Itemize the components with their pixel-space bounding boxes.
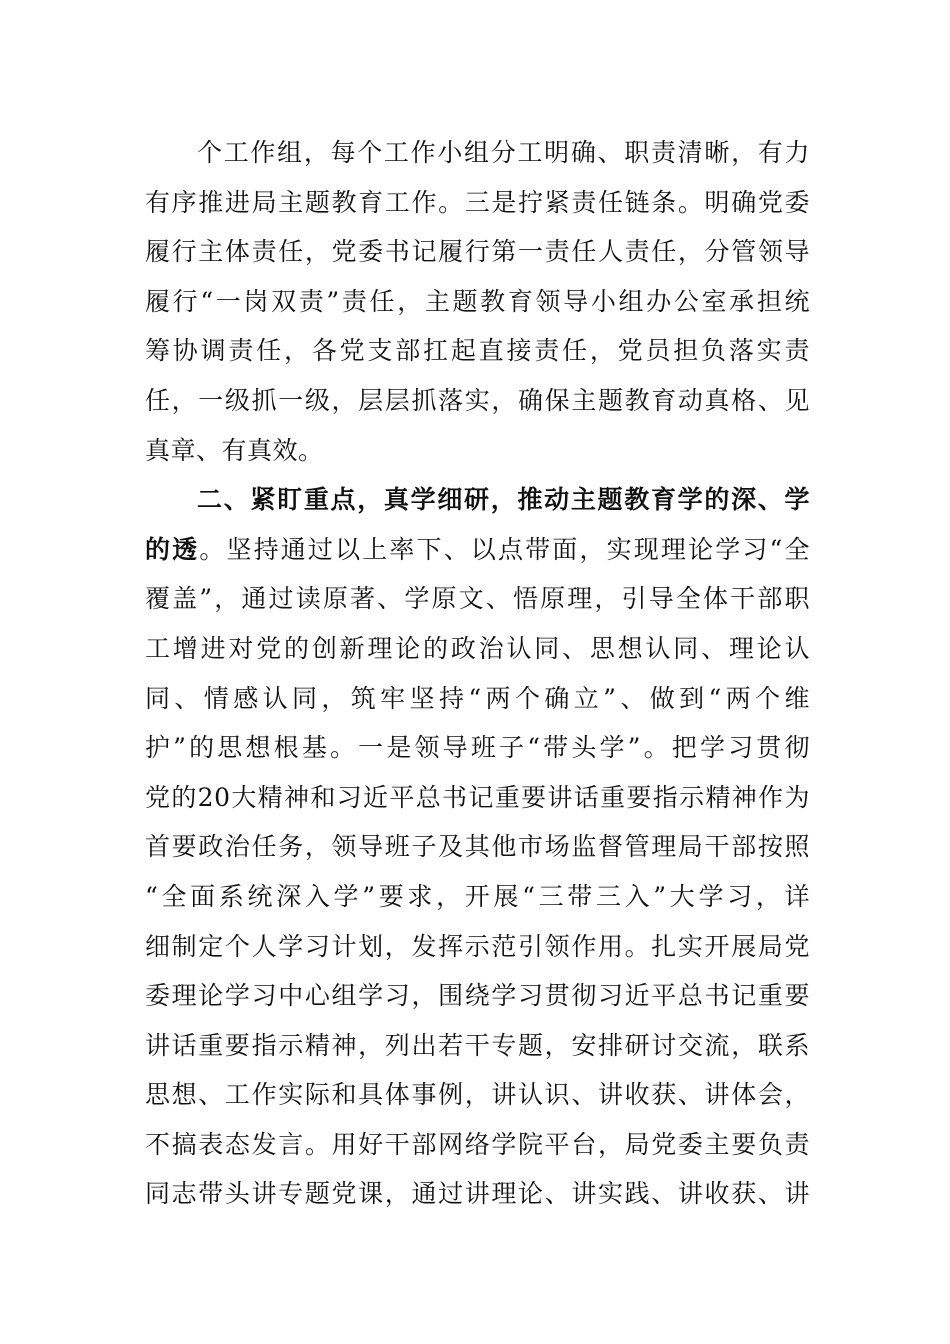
- section-heading-end: 的透: [145, 534, 200, 564]
- text-line: 党的20大精神和习近平总书记重要讲话重要指示精神作为: [145, 782, 810, 812]
- text-line: 首要政治任务，领导班子及其他市场监督管理局干部按照: [145, 832, 810, 862]
- text-line: 护”的思想根基。一是领导班子“带头学”。把学习贯彻: [145, 733, 810, 763]
- text-line: 履行“一岗双责”责任，主题教育领导小组办公室承担统: [145, 286, 810, 316]
- text-line: 思想、工作实际和具体事例，讲认识、讲收获、讲体会，: [145, 1080, 810, 1110]
- text-line: 同、情感认同，筑牢坚持“两个确立”、做到“两个维: [145, 683, 810, 713]
- section-heading: 二、紧盯重点，真学细研，推动主题教育学的深、学: [197, 485, 810, 515]
- text-line: 真章、有真效。: [145, 435, 324, 465]
- body-text: [145, 128, 810, 1219]
- text-line: 覆盖”，通过读原著、学原文、悟原理，引导全体干部职: [145, 584, 810, 614]
- text-line: 不搞表态发言。用好干部网络学院平台，局党委主要负责: [145, 1129, 810, 1159]
- text-line: 细制定个人学习计划，发挥示范引领作用。扎实开展局党: [145, 931, 810, 961]
- text-line: 讲话重要指示精神，列出若干专题，安排研讨交流，联系: [145, 1030, 810, 1060]
- text-line: “全面系统深入学”要求，开展“三带三入”大学习，详: [145, 881, 810, 911]
- text-line: 履行主体责任，党委书记履行第一责任人责任，分管领导: [145, 237, 810, 267]
- text-line: 筹协调责任，各党支部扛起直接责任，党员担负落实责: [145, 336, 810, 366]
- text-line: [145, 525, 810, 575]
- text-line: 同志带头讲专题党课，通过讲理论、讲实践、讲收获、讲: [145, 1179, 810, 1209]
- text-line: 任，一级抓一级，层层抓落实，确保主题教育动真格、见: [145, 385, 810, 415]
- text-line: 有序推进局主题教育工作。三是拧紧责任链条。明确党委: [145, 187, 810, 217]
- text-span: 。坚持通过以上率下、以点带面，实现理论学习“全: [199, 534, 810, 564]
- text-line: 委理论学习中心组学习，围绕学习贯彻习近平总书记重要: [145, 981, 810, 1011]
- text-line: 个工作组，每个工作小组分工明确、职责清晰，有力: [197, 138, 810, 167]
- text-line: 工增进对党的创新理论的政治认同、思想认同、理论认: [145, 633, 810, 663]
